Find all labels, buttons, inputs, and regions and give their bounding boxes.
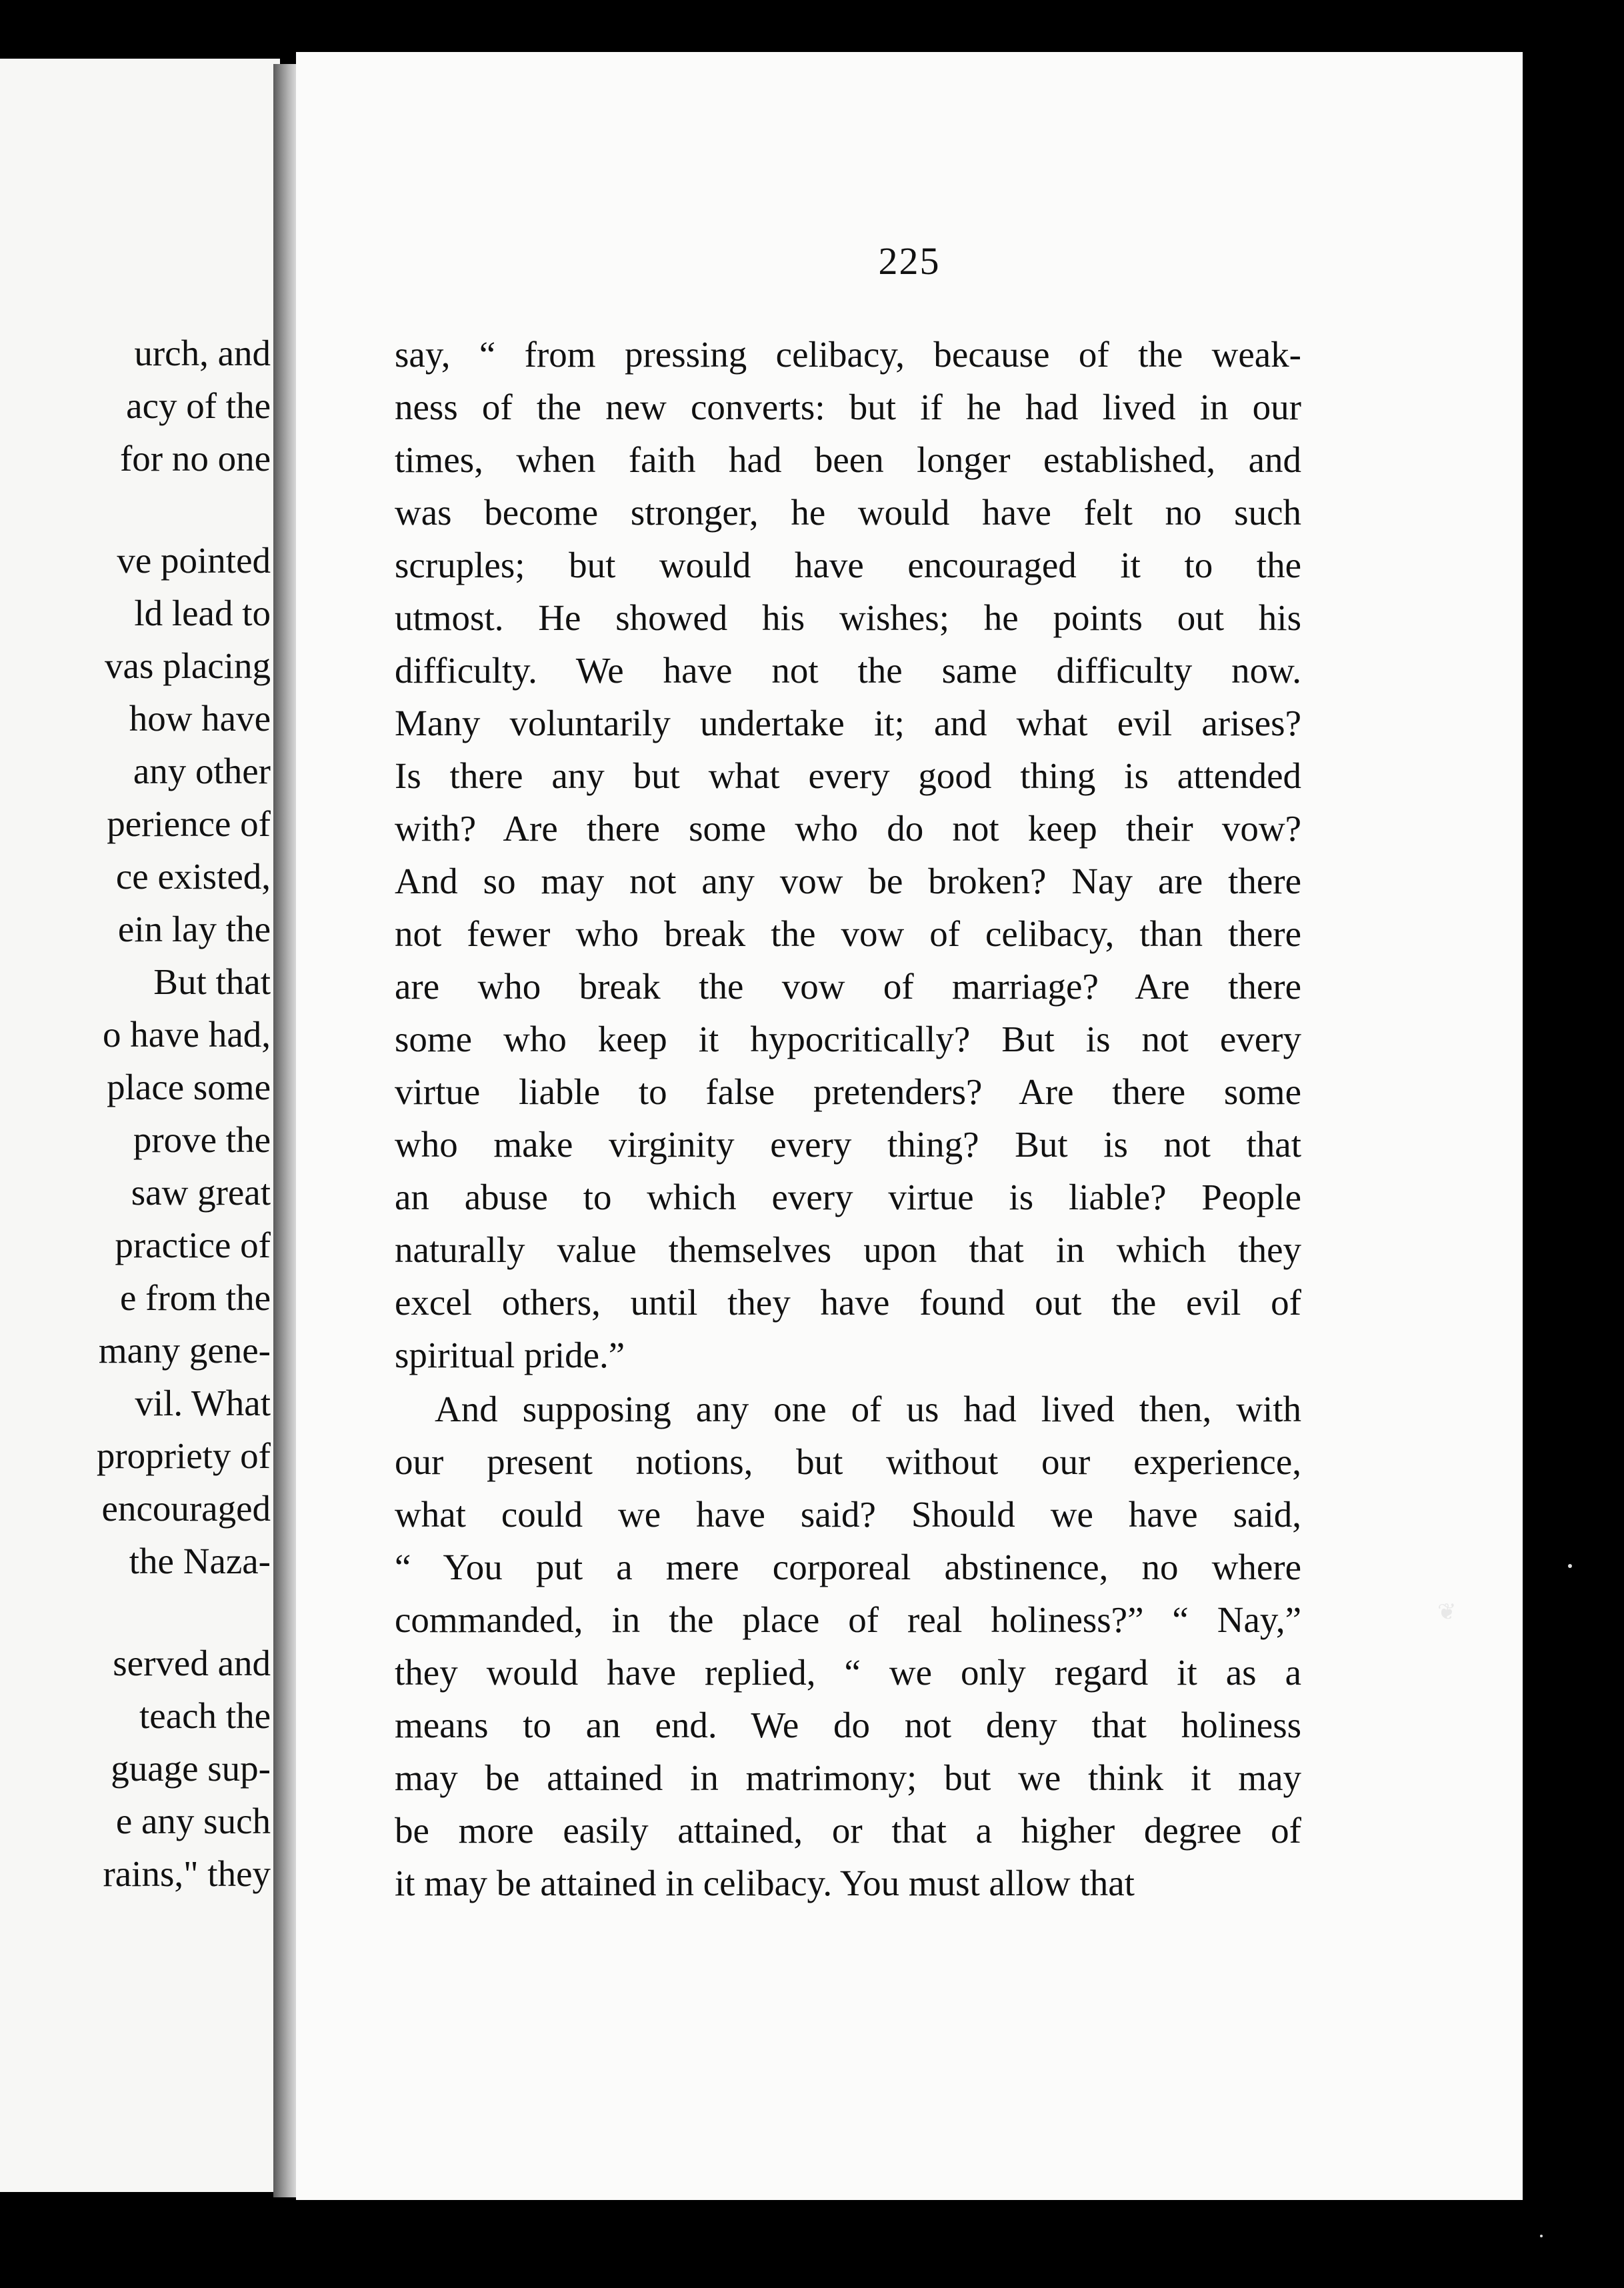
left-text-line: urch, and [134,333,271,373]
left-text-line: place some [107,1067,271,1107]
page-gutter [273,64,296,2197]
ink-mark-icon: ❦ [1437,1600,1457,1625]
text-line: utmost. He showed his wishes; he points out his [395,597,1301,638]
left-text-line: guage sup- [111,1748,271,1789]
text-line: And supposing any one of us had lived then, with [435,1389,1301,1429]
left-text-line: saw great [131,1172,271,1213]
text-line: was become stronger, he would have felt no such [395,492,1301,533]
page-number: 225 [878,239,941,283]
text-line: means to an end. We do not deny that holiness [395,1705,1301,1745]
text-line: they would have replied, “ we only regard it as a [395,1652,1301,1693]
text-line: “ You put a mere corporeal abstinence, no where [395,1547,1301,1587]
left-text-line: for no one [119,438,271,479]
left-text-line: acy of the [126,385,271,426]
left-text-line: rains," they [103,1853,271,1894]
text-line: say, “ from pressing celibacy, because of the weak- [395,334,1301,375]
left-text-line: prove the [133,1119,271,1160]
left-text-line: the Naza- [129,1541,271,1581]
right-page [296,52,1523,2200]
text-line: some who keep it hypocritically? But is not every [395,1019,1301,1059]
text-line: be more easily attained, or that a higher degree of [395,1810,1301,1851]
left-text-line: ve pointed [117,540,271,581]
left-text-line: e any such [115,1801,271,1841]
left-text-line: practice of [115,1225,271,1265]
text-line: an abuse to which every virtue is liable? People [395,1177,1301,1217]
text-line: with? Are there some who do not keep their vow? [395,808,1301,849]
left-page [0,59,280,2192]
dust-speck [1540,2235,1543,2237]
left-text-line: encouraged [101,1488,271,1529]
left-text-line: vil. What [135,1383,271,1423]
left-text-line: ld lead to [134,593,271,633]
text-line: scruples; but would have encouraged it to the [395,545,1301,585]
text-line: not fewer who break the vow of celibacy, than there [395,913,1301,954]
text-line: naturally value themselves upon that in which they [395,1229,1301,1270]
left-text-line: o have had, [103,1014,271,1055]
text-line: Is there any but what every good thing is attended [395,755,1301,796]
left-text-line: any other [133,751,271,791]
text-line: who make virginity every thing? But is not that [395,1124,1301,1165]
text-line: And so may not any vow be broken? Nay are there [395,861,1301,901]
text-line: are who break the vow of marriage? Are there [395,966,1301,1007]
paragraph [395,328,1301,1381]
paragraph [395,1383,1301,1909]
text-line: spiritual pride.” [395,1335,625,1375]
left-text-line: many gene- [98,1330,271,1371]
left-text-line: how have [129,698,271,739]
text-line: ness of the new converts: but if he had lived in our [395,387,1301,427]
text-line: times, when faith had been longer established, and [395,439,1301,480]
left-text-line: perience of [107,803,271,844]
paragraph-gap [0,1587,271,1637]
text-line: virtue liable to false pretenders? Are there some [395,1071,1301,1112]
paragraph-gap [0,485,271,534]
left-page-text [0,327,271,1900]
left-text-line: served and [113,1643,271,1683]
left-text-line: ce existed, [115,856,271,897]
left-text-line: But that [153,961,271,1002]
text-line: commanded, in the place of real holiness?” “ Nay,” [395,1599,1301,1640]
left-text-line: ein lay the [117,909,271,949]
left-text-line: teach the [139,1695,271,1736]
text-line: it may be attained in celibacy. You must allow that [395,1863,1135,1903]
text-line: excel others, until they have found out the evil of [395,1282,1301,1323]
text-line: may be attained in matrimony; but we think it may [395,1757,1301,1798]
text-line: difficulty. We have not the same difficulty now. [395,650,1301,691]
text-line: what could we have said? Should we have said, [395,1494,1301,1535]
dust-speck [1568,1564,1572,1568]
body-text [395,328,1301,1909]
left-text-line: vas placing [105,645,271,686]
left-text-line: e from the [119,1277,271,1318]
left-text-line: propriety of [96,1435,271,1476]
text-line: Many voluntarily undertake it; and what evil arises? [395,703,1301,743]
text-line: our present notions, but without our experience, [395,1441,1301,1482]
